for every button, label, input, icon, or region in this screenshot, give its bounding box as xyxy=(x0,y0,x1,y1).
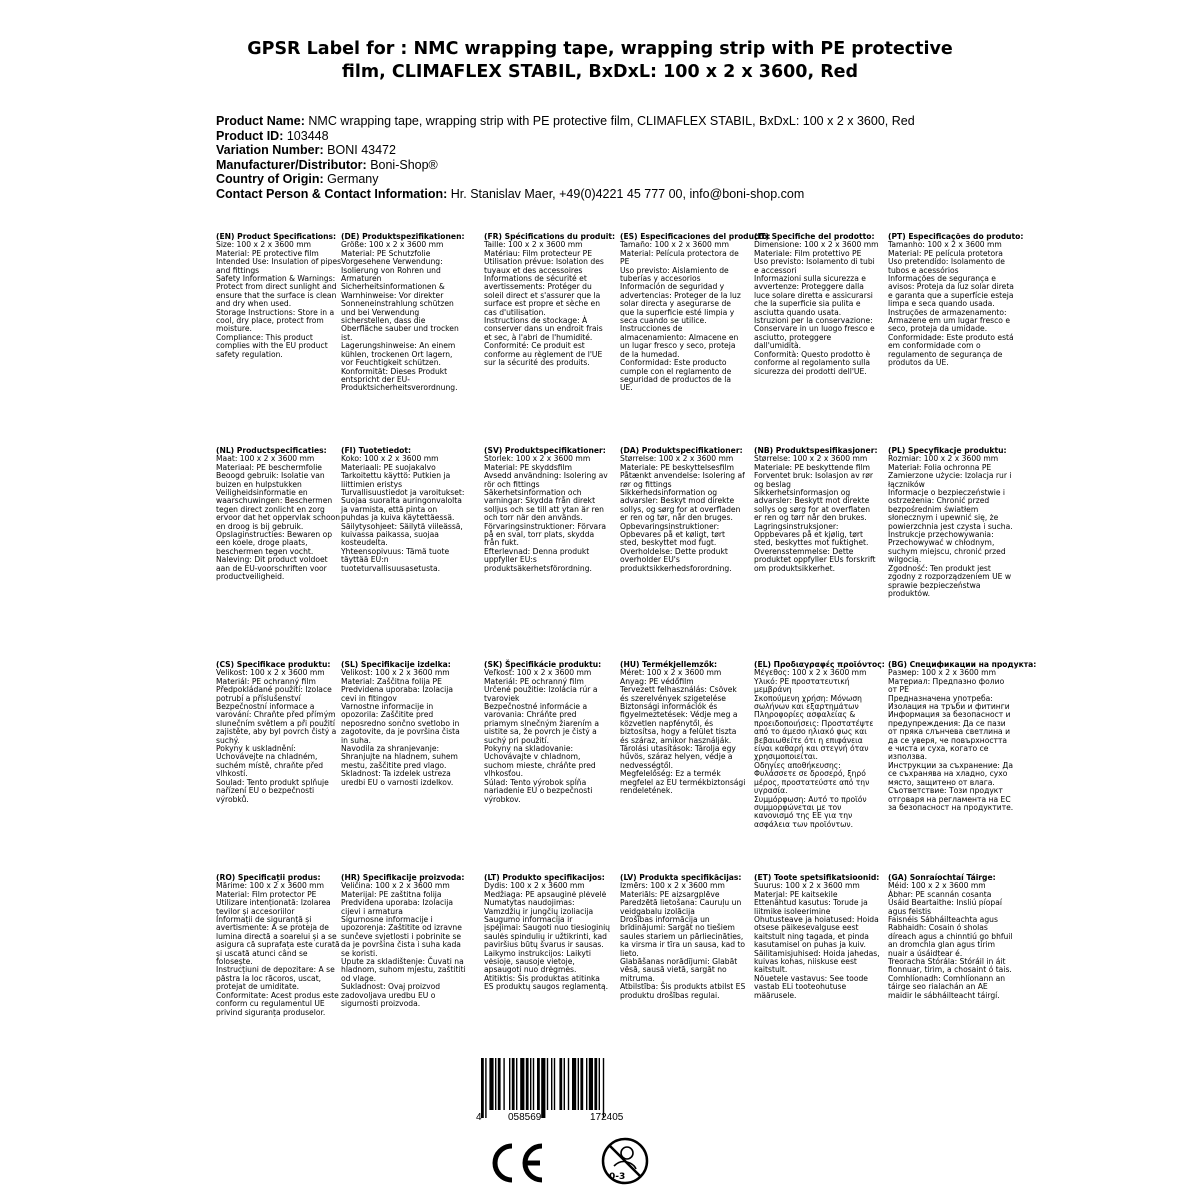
spec-line: Opbevaringsinstruktioner: Opbevares på et køligt, tørt sted, beskyttet mod fugt. xyxy=(620,521,725,548)
spec-line: Glabāšanas norādījumi: Glabāt vēsā, sausā vietā, sargāt no mitruma. xyxy=(620,957,738,983)
spec-line: Rozmiar: 100 x 2 x 3600 mm xyxy=(888,454,999,464)
spec-block xyxy=(484,661,610,804)
spec-header: (ET) Toote spetsifikatsioonid: xyxy=(754,873,880,882)
spec-line: Mărime: 100 x 2 x 3600 mm xyxy=(216,881,324,891)
info-row-variation-number: Variation Number: BONI 43472 xyxy=(216,143,396,158)
barcode-bar xyxy=(481,1058,484,1118)
barcode-bar xyxy=(589,1058,593,1110)
barcode-bar xyxy=(516,1058,517,1110)
spec-line: Turvallisuustiedot ja varoitukset: Suojaa suoralta auringonvalolta ja varmista, että pinta on puhdas ja kuiva käytettäessä. xyxy=(341,488,465,523)
spec-line: Yhteensopivuus: Tämä tuote täyttää EU:n tuoteturvallisuusasetusta. xyxy=(341,546,450,573)
spec-line: Material: PE película protetora xyxy=(888,248,1003,258)
spec-header: (HU) Termékjellemzők: xyxy=(620,660,718,669)
barcode-bar xyxy=(489,1058,493,1110)
spec-line: Predviđena uporaba: Izolacija cijevi i armatura xyxy=(341,898,454,916)
spec-line: Storlek: 100 x 2 x 3600 mm xyxy=(484,454,591,464)
info-row-manufacturer: Manufacturer/Distributor: Boni-Shop® xyxy=(216,157,438,172)
spec-line: Beoogd gebruik: Isolatie van buizen en hulpstukken xyxy=(216,471,325,489)
barcode-bar xyxy=(559,1058,562,1110)
spec-line: Naleving: Dit product voldoet aan de EU-voorschriften voor productveiligheid. xyxy=(216,555,328,582)
spec-block xyxy=(888,660,1037,812)
spec-line: Informacje o bezpieczeństwie i ostrzeżenia: Chronić przed bezpośrednim światłem słonecznym i upewnić się, że powierzchnia jest czysta i sucha. xyxy=(888,488,1013,531)
spec-line: Pokyny na skladovanie: Uchovávajte v chladnom, suchom mieste, chráňte pred vlhkosťou. xyxy=(484,744,596,779)
spec-header: (RO) Specificații produs: xyxy=(216,873,321,882)
spec-line: Съответствие: Този продукт отговаря на регламента на ЕС за безопасност на продуктите. xyxy=(888,786,1014,812)
spec-line: Πληροφορίες ασφαλείας & προειδοποιήσεις: Προστατέψτε από το άμεσο ηλιακό φως και βεβαιωθείτε ότι η επιφάνεια είναι καθαρή και στεγνή όταν χρησιμοποιείται. xyxy=(754,710,874,762)
spec-line: Informații de siguranță și avertismente: A se proteja de lumina directă a soarelui și a se asigura că suprafața este curată și uscată atunci când se folosește. xyxy=(216,915,340,967)
barcode xyxy=(475,1058,655,1118)
spec-header: (EN) Product Specifications: xyxy=(216,232,337,241)
spec-line: Méret: 100 x 2 x 3600 mm xyxy=(620,668,722,678)
spec-line: Izmērs: 100 x 2 x 3600 mm xyxy=(620,881,725,891)
barcode-bar xyxy=(551,1058,552,1110)
spec-block xyxy=(484,874,610,992)
spec-line: Taille: 100 x 2 x 3600 mm xyxy=(484,240,583,250)
spec-line: Varnostne informacije in opozorila: Zaščitite pred neposredno sončno svetlobo in zagotovite, da je površina čista in suha. xyxy=(341,702,460,745)
spec-line: Atitiktis: Šis produktas atitinka ES produktų saugos reglamentą. xyxy=(484,973,609,992)
spec-line: Avsedd användning: Isolering av rör och fittings xyxy=(484,471,608,489)
barcode-bar xyxy=(594,1058,597,1110)
spec-line: Uso previsto: Isolamento di tubi e accessori xyxy=(754,257,875,275)
spec-line: Utilizare intenționată: Izolarea țevilor și accesoriilor xyxy=(216,898,331,916)
spec-line: Forventet bruk: Isolasjon av rør og beslag xyxy=(754,471,874,489)
spec-line: Overholdelse: Dette produkt overholder EU's produktsikkerhedsforordning. xyxy=(620,546,732,573)
spec-line: Instrucțiuni de depozitare: A se păstra la loc răcoros, uscat, protejat de umiditate. xyxy=(216,965,335,992)
barcode-digits-mid: 058569 xyxy=(508,1112,542,1123)
age-warning-text: 0-3 xyxy=(609,1172,626,1182)
spec-line: Material: PE Schutzfolie xyxy=(341,248,431,258)
spec-line: Ettenähtud kasutus: Torude ja liitmike isoleerimine xyxy=(754,898,868,916)
spec-line: Tervezett felhasználás: Csövek és szerelvények szigetelése xyxy=(620,685,737,703)
spec-header: (SV) Produktspecifikationer: xyxy=(484,446,606,455)
barcode-bar xyxy=(530,1058,531,1110)
spec-line: Tarkoitettu käyttö: Putkien ja liittimien eristys xyxy=(341,471,451,489)
spec-line: Materjal: PE kaitsekile xyxy=(754,889,838,899)
spec-block xyxy=(216,661,342,804)
spec-header: (GA) Sonraíochtaí Táirge: xyxy=(888,873,996,882)
spec-line: Material: PE protective film xyxy=(216,248,319,258)
age-warning-icon xyxy=(600,1136,650,1186)
spec-line: Instructions de stockage: À conserver dans un endroit frais et sec, à l'abri de l'humidité. xyxy=(484,316,603,342)
barcode-bar xyxy=(520,1058,524,1110)
spec-line: Nõuetele vastavus: See toode vastab ELi tooteohutuse määrusele. xyxy=(754,973,868,1000)
spec-line: Material: Film protector PE xyxy=(216,889,317,899)
spec-line: Οδηγίες αποθήκευσης: Φυλάσσετε σε δροσερό, ξηρό μέρος, προστατεύστε από την υγρασία. xyxy=(754,760,870,796)
spec-line: Předpokládané použití: Izolace potrubí a příslušenství xyxy=(216,685,332,703)
spec-line: Utilisation prévue: Isolation des tuyaux et des accessoires xyxy=(484,257,604,275)
spec-line: Koko: 100 x 2 x 3600 mm xyxy=(341,454,439,464)
ce-mark-icon xyxy=(486,1142,546,1184)
info-row-country: Country of Origin: Germany xyxy=(216,172,379,187)
spec-block xyxy=(888,232,1024,368)
barcode-bar xyxy=(512,1058,515,1110)
spec-line: Conformitate: Acest produs este conform cu regulamentul UE privind siguranța produselor. xyxy=(216,990,339,1017)
spec-line: Материал: Предпазно фолио от PE xyxy=(888,676,1005,695)
barcode-bar xyxy=(568,1058,569,1110)
spec-line: Méid: 100 x 2 x 3600 mm xyxy=(888,881,986,891)
spec-line: Faisnéis Sábháilteachta agus Rabhaidh: Cosain ó sholas díreach agus a chinntiú go bhfuil an dromchla glan agus tirim nuair a úsáidtear é. xyxy=(888,915,1013,958)
spec-block xyxy=(754,874,880,1000)
spec-block xyxy=(754,447,880,573)
barcode-bar xyxy=(509,1058,510,1110)
spec-line: Bezpečnostní informace a varování: Chraňte před přímým slunečním světlem a při použití zajistěte, aby byl povrch čistý a suchý. xyxy=(216,702,337,745)
spec-block xyxy=(341,447,467,573)
barcode-bar xyxy=(586,1058,587,1110)
spec-header: (CS) Specifikace produktu: xyxy=(216,660,331,669)
spec-line: Größe: 100 x 2 x 3600 mm xyxy=(341,240,444,250)
spec-block xyxy=(341,661,467,787)
spec-line: Sigurnosne informacije i upozorenja: Zaštitite od izravne sunčeve svjetlosti i pobrinite se da je površina čista i suha kada se koristi. xyxy=(341,915,462,958)
spec-line: Förvaringsinstruktioner: Förvara på en sval, torr plats, skydda från fukt. xyxy=(484,521,606,548)
spec-line: Informazioni sulla sicurezza e avvertenze: Proteggere dalla luce solare diretta e assicurarsi che la superficie sia pulita e asciutta quando usata. xyxy=(754,274,873,317)
barcode-bar xyxy=(498,1058,501,1110)
spec-header: (SK) Špecifikácie produktu: xyxy=(484,660,602,669)
spec-line: Ohutusteave ja hoiatused: Hoida otsese päikesevalguse eest kaitstult ning tagada, et pinda kasutamisel on puhas ja kuiv. xyxy=(754,915,879,950)
spec-line: Uso previsto: Aislamiento de tuberías y accesorios xyxy=(620,265,729,284)
barcode-bar xyxy=(495,1058,496,1110)
spec-line: Υλικό: PE προστατευτική μεμβράνη xyxy=(754,676,850,695)
barcode-bar xyxy=(572,1058,576,1110)
spec-line: Predvidena uporaba: Izolacija cevi in fitingov xyxy=(341,685,454,703)
spec-line: Materiaal: PE beschermfolie xyxy=(216,462,322,472)
spec-line: Lagerungshinweise: An einem kühlen, trockenen Ort lagern, vor Feuchtigkeit schützen. xyxy=(341,341,456,368)
spec-line: Conformidad: Este producto cumple con el reglamento de seguridad de productos de la UE. xyxy=(620,358,732,393)
spec-line: Efterlevnad: Denna produkt uppfyller EU:s produktsäkerhetsförordning. xyxy=(484,546,592,573)
spec-block xyxy=(341,233,467,393)
spec-line: Conformidade: Este produto está em conformidade com o regulamento de segurança de produtos da UE. xyxy=(888,332,1014,368)
spec-line: Conformità: Questo prodotto è conforme al regolamento sulla sicurezza dei prodotti dell'UE. xyxy=(754,349,871,376)
spec-header: (LV) Produkta specifikācijas: xyxy=(620,873,742,882)
barcode-bar xyxy=(554,1058,555,1110)
barcode-bar xyxy=(537,1058,540,1110)
spec-header: (PT) Especificações do produto: xyxy=(888,232,1024,241)
spec-block xyxy=(620,447,746,573)
spec-header: (FR) Spécifications du produit: xyxy=(484,232,616,241)
spec-line: Säilitamisjuhised: Hoida jahedas, kuivas kohas, niiskuse eest kaitstult. xyxy=(754,948,880,975)
barcode-bar xyxy=(533,1058,534,1110)
spec-line: Material: PE skyddsfilm xyxy=(484,462,573,472)
spec-line: Biztonsági információk és figyelmeztetések: Védje meg a közvetlen napfénytől, és biztosítsa, hogy a felület tiszta és száraz, amikor használják. xyxy=(620,702,738,745)
barcode-bar xyxy=(485,1058,486,1118)
spec-line: Materiał: Folia ochronna PE xyxy=(888,462,992,472)
spec-block xyxy=(484,447,610,573)
spec-line: Tamaño: 100 x 2 x 3600 mm xyxy=(620,240,730,250)
spec-header: (HR) Specifikacije proizvoda: xyxy=(341,873,465,882)
spec-block xyxy=(216,447,342,582)
spec-line: Σκοπούμενη χρήση: Μόνωση σωλήνων και εξαρτημάτων xyxy=(754,693,862,712)
spec-line: Laikymo instrukcijos: Laikyti vėsioje, sausoje vietoje, apsaugoti nuo drėgmės. xyxy=(484,948,591,975)
spec-line: Soulad: Tento produkt splňuje nařízení EU o bezpečnosti výrobků. xyxy=(216,777,329,804)
spec-header: (ES) Especificaciones del producto: xyxy=(620,232,771,241)
spec-header: (LT) Produkto specifikacijos: xyxy=(484,873,605,882)
spec-line: Comhlíonadh: Comhlíonann an táirge seo rialachán an AE maidir le sábháilteacht táirgí. xyxy=(888,973,1006,1000)
spec-header: (NB) Produktspesifikasjoner: xyxy=(754,446,878,455)
barcode-bar xyxy=(541,1058,545,1118)
spec-line: Materiale: PE beskyttelsesfilm xyxy=(620,462,734,472)
info-row-product-name: Product Name: NMC wrapping tape, wrapping strip with PE protective film, CLIMAFLEX STABIL, BxDxL: 100 x 2 x 3600, Red xyxy=(216,114,915,128)
spec-line: Информация за безопасност и предупреждения: Да се пази от пряка слънчева светлина и да се уверя, че повърхността е чиста и суха, когато се използва. xyxy=(888,710,1011,762)
spec-line: Skladnost: Ta izdelek ustreza uredbi EU o varnosti izdelkov. xyxy=(341,769,454,787)
spec-header: (IT) Specifiche del prodotto: xyxy=(754,232,875,241)
spec-line: Maat: 100 x 2 x 3600 mm xyxy=(216,454,315,464)
barcode-bar xyxy=(526,1058,529,1110)
spec-line: Tárolási utasítások: Tárolja egy hűvös, száraz helyen, védje a nedvességtől. xyxy=(620,744,736,770)
spec-line: Materiāls: PE aizsargplēve xyxy=(620,889,720,899)
spec-block xyxy=(754,233,880,376)
spec-line: Atbilstība: Šis produkts atbilst ES produktu drošības regulai. xyxy=(620,982,746,1000)
barcode-bar xyxy=(603,1058,604,1118)
spec-header: (DA) Produktspecifikationer: xyxy=(620,446,743,455)
info-row-contact: Contact Person & Contact Information: Hr. Stanislav Maer, +49(0)4221 45 777 00, info@boni-shop.com xyxy=(216,186,805,201)
spec-line: Størrelse: 100 x 2 x 3600 mm xyxy=(620,454,734,464)
spec-block xyxy=(754,660,885,829)
spec-line: Paredzētā lietošana: Cauruļu un veidgabalu izolācija xyxy=(620,898,742,916)
spec-line: Matériau: Film protecteur PE xyxy=(484,248,592,258)
spec-line: Размер: 100 x 2 x 3600 mm xyxy=(888,668,996,678)
spec-line: Saugumo informacija ir įspėjimai: Saugoti nuo tiesioginių saulės spindulių ir užtikrinti, kad paviršius būtų švarus ir sausas. xyxy=(484,915,610,950)
barcode-bar xyxy=(580,1058,583,1110)
spec-line: Drošības informācija un brīdinājumi: Sargāt no tiešiem saules stariem un pārliecināties, ka virsma ir tīra un sausa, kad to lieto. xyxy=(620,915,746,958)
spec-line: Información de seguridad y advertencias: Proteger de la luz solar directa y asegurarse de que la superficie esté limpia y seca cuando se utilice. xyxy=(620,282,741,326)
spec-header: (PL) Specyfikacje produktu: xyxy=(888,446,1007,455)
spec-line: Veličina: 100 x 2 x 3600 mm xyxy=(341,881,450,891)
spec-line: Säkerhetsinformation och varningar: Skydda från direkt solljus och se till att ytan är ren och torr när den används. xyxy=(484,488,604,523)
spec-line: Ábhar: PE scannán cosanta xyxy=(888,889,992,899)
spec-line: Konformität: Dieses Produkt entspricht der EU-Produktsicherheitsverordnung. xyxy=(341,366,458,393)
spec-block xyxy=(484,232,616,368)
spec-line: Intended Use: Insulation of pipes and fittings xyxy=(216,257,342,275)
spec-line: Navodila za shranjevanje: Shranjujte na hladnem, suhem mestu, zaščitite pred vlago. xyxy=(341,744,458,770)
spec-line: Size: 100 x 2 x 3600 mm xyxy=(216,240,312,250)
spec-line: Conformité: Ce produit est conforme au règlement de l'UE sur la sécurité des produits. xyxy=(484,341,603,368)
spec-line: Velikost: 100 x 2 x 3600 mm xyxy=(341,668,450,678)
spec-line: Uso pretendido: Isolamento de tubos e acessórios xyxy=(888,257,1005,275)
spec-line: Súlad: Tento výrobok spĺňa nariadenie EÚ o bezpečnosti výrobkov. xyxy=(484,777,593,804)
spec-line: Upute za skladištenje: Čuvati na hladnom, suhom mjestu, zaštititi od vlage. xyxy=(341,957,466,983)
spec-line: Materijal: PE zaštitna folija xyxy=(341,889,442,899)
spec-line: Instruções de armazenamento: Armazene em um lugar fresco e seco, proteja da umidade. xyxy=(888,307,1010,334)
spec-header: (FI) Tuotetiedot: xyxy=(341,446,412,455)
spec-line: Material: Película protectora de PE xyxy=(620,248,739,267)
barcode-bar xyxy=(578,1058,579,1110)
spec-line: Zgodność: Ten produkt jest zgodny z rozporządzeniem UE w sprawie bezpieczeństwa produktów. xyxy=(888,563,1012,598)
spec-line: Sikkerhetsinformasjon og advarsler: Beskytt mot direkte sollys og sørg for at overflaten er ren og tørr når den brukes. xyxy=(754,488,871,523)
spec-line: Storage Instructions: Store in a cool, dry place, protect from moisture. xyxy=(216,307,335,334)
spec-line: Určené použitie: Izolácia rúr a tvaroviek xyxy=(484,685,598,703)
spec-header: (DE) Produktspezifikationen: xyxy=(341,232,465,241)
spec-line: Μέγεθος: 100 x 2 x 3600 mm xyxy=(754,668,867,678)
barcode-digit-left: 4 xyxy=(476,1112,482,1123)
page-title: GPSR Label for : NMC wrapping tape, wrapping strip with PE protective film, CLIMAFLEX STABIL, BxDxL: 100 x 2 x 3600, Red xyxy=(247,39,953,82)
spec-header: (SL) Specifikacije izdelka: xyxy=(341,660,451,669)
product-info xyxy=(216,114,1116,202)
spec-block xyxy=(341,874,467,1009)
spec-line: Tamanho: 100 x 2 x 3600 mm xyxy=(888,240,1002,250)
spec-line: Sikkerhedsinformation og advarsler: Beskyt mod direkte sollys, og sørg for at overfladen er ren og tør, når den bruges. xyxy=(620,488,741,523)
spec-line: Vorgesehene Verwendung: Isolierung von Rohren und Armaturen xyxy=(341,257,443,284)
spec-line: Instrucciones de almacenamiento: Almacene en un lugar fresco y seco, proteja de la humedad. xyxy=(620,324,739,359)
spec-block xyxy=(620,661,746,796)
spec-block xyxy=(888,874,1014,1000)
barcode-bar xyxy=(547,1058,548,1110)
spec-header: (EL) Προδιαγραφές προϊόντος: xyxy=(754,660,885,669)
spec-line: Úsáid Beartaithe: Insliú píopaí agus feistis xyxy=(888,898,1002,916)
spec-line: Safety Information & Warnings: Protect from direct sunlight and ensure that the surface is clean and dry when used. xyxy=(216,274,337,309)
spec-line: Lagringsinstruksjoner: Oppbevares på et kjølig, tørt sted, beskyttes mot fuktighet. xyxy=(754,521,869,548)
spec-line: Συμμόρφωση: Αυτό το προϊόν συμμορφώνεται με τον κανονισμό της ΕΕ για την ασφάλεια των προϊόντων. xyxy=(754,794,867,829)
spec-line: Sicherheitsinformationen & Warnhinweise: Vor direkter Sonneneinstrahlung schützen und bei Verwendung sicherstellen, dass die Oberfläche sauber und trocken ist. xyxy=(341,282,459,342)
spec-line: Sukladnost: Ovaj proizvod zadovoljava uredbu EU o sigurnosti proizvoda. xyxy=(341,982,441,1009)
spec-line: Informações de segurança e avisos: Proteja da luz solar direta e garanta que a superfície esteja limpa e seca quando usada. xyxy=(888,274,1014,309)
spec-block xyxy=(620,874,746,1000)
spec-line: Materiale: Film protettivo PE xyxy=(754,248,862,258)
spec-line: Informations de sécurité et avertissements: Protéger du soleil direct et s'assurer que la surface est propre et sèche en cas d'utilisation. xyxy=(484,274,601,317)
spec-line: Materiaali: PE suojakalvo xyxy=(341,462,436,472)
spec-line: Materiale: PE beskyttende film xyxy=(754,462,870,472)
barcode-bar xyxy=(564,1058,565,1110)
spec-block xyxy=(216,874,342,1017)
spec-line: Veľkosť: 100 x 2 x 3600 mm xyxy=(484,668,592,678)
spec-line: Overensstemmelse: Dette produktet oppfyller EUs forskrift om produktsikkerhet. xyxy=(754,546,876,573)
spec-line: Opslaginstructies: Bewaren op een koele, droge plaats, beschermen tegen vocht. xyxy=(216,530,333,556)
spec-line: Suurus: 100 x 2 x 3600 mm xyxy=(754,881,860,891)
spec-line: Instrukcje przechowywania: Przechowywać w chłodnym, suchym miejscu, chronić przed wilgocią. xyxy=(888,530,1006,565)
spec-line: Bezpečnostné informácie a varovania: Chráňte pred priamym slnečným žiarením a uistite sa, že povrch je čistý a suchý pri použití. xyxy=(484,702,600,745)
spec-line: Numatytas naudojimas: Vamzdžių ir jungčių izoliacija xyxy=(484,898,594,916)
spec-line: Påtænkt anvendelse: Isolering af rør og fittings xyxy=(620,471,745,489)
barcode-bar xyxy=(599,1058,600,1110)
spec-line: Dimensione: 100 x 2 x 3600 mm xyxy=(754,240,879,250)
barcode-digits-right: 172405 xyxy=(590,1112,624,1123)
spec-line: Treoracha Stórála: Stóráil in áit fionnuar, tirim, a chosaint ó tais. xyxy=(888,957,1012,975)
barcode-bar xyxy=(503,1058,504,1110)
spec-line: Säilytysohjeet: Säilytä viileässä, kuivassa paikassa, suojaa kosteudelta. xyxy=(341,521,463,548)
spec-line: Megfelelőség: Ez a termék megfelel az EU termékbiztonsági rendeletének. xyxy=(620,769,746,796)
spec-line: Pokyny k uskladnění: Uchovávejte na chladném, suchém místě, chraňte před vlhkostí. xyxy=(216,744,324,779)
spec-line: Compliance: This product complies with the EU product safety regulation. xyxy=(216,332,328,359)
spec-line: Dydis: 100 x 2 x 3600 mm xyxy=(484,881,585,891)
spec-line: Størrelse: 100 x 2 x 3600 mm xyxy=(754,454,868,464)
spec-block xyxy=(888,447,1014,598)
spec-header: (NL) Productspecificaties: xyxy=(216,446,327,455)
spec-line: Istruzioni per la conservazione: Conservare in un luogo fresco e asciutto, proteggere dall'umidità. xyxy=(754,316,875,351)
spec-line: Предназначена употреба: Изолация на тръби и фитинги xyxy=(888,693,1010,712)
spec-line: Medžiaga: PE apsauginė plėvelė xyxy=(484,889,607,899)
spec-line: Zamierzone użycie: Izolacja rur i łączników xyxy=(888,471,1012,489)
spec-line: Materiál: PE ochranný film xyxy=(484,676,584,686)
spec-line: Velikost: 100 x 2 x 3600 mm xyxy=(216,668,325,678)
spec-block xyxy=(620,232,771,393)
spec-line: Materiál: PE ochranný film xyxy=(216,676,316,686)
spec-line: Veiligheidsinformatie en waarschuwingen: Beschermen tegen direct zonlicht en zorg ervoor dat het oppervlak schoon en droog is bij gebruik. xyxy=(216,488,341,531)
spec-block xyxy=(216,233,342,359)
spec-line: Инструкции за съхранение: Да се съхранява на хладно, сухо място, защитено от влага. xyxy=(888,760,1013,787)
spec-line: Material: Zaščitna folija PE xyxy=(341,676,442,686)
spec-header: (BG) Спецификации на продукта: xyxy=(888,660,1037,669)
info-row-product-id: Product ID: 103448 xyxy=(216,128,329,143)
spec-line: Anyag: PE védőfilm xyxy=(620,676,694,686)
